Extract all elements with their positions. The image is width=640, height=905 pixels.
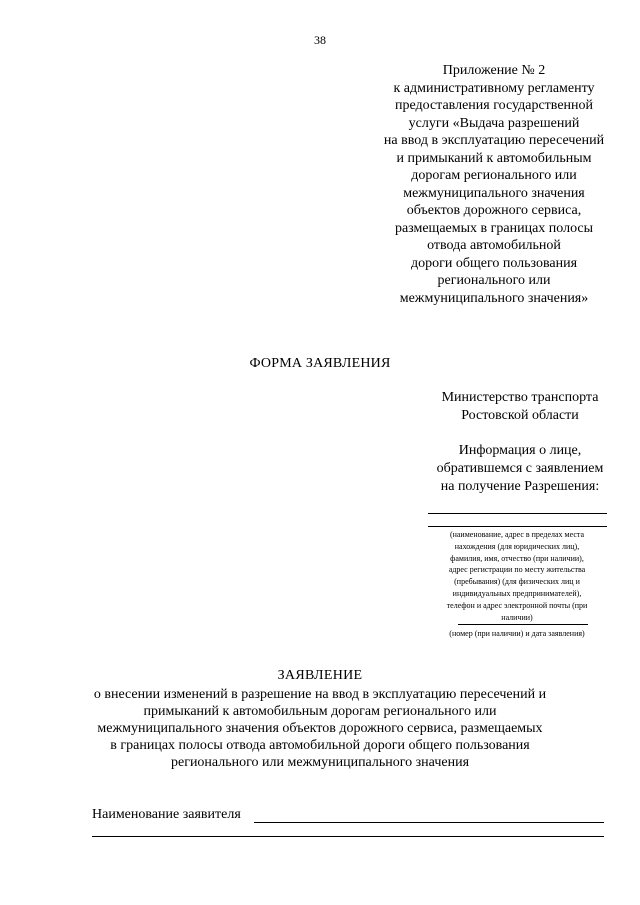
statement-line: примыканий к автомобильным дорогам регионального или xyxy=(143,704,497,719)
caption-line: индивидуальных предпринимателей), xyxy=(452,588,582,598)
appendix-line: межмуниципального значения» xyxy=(399,290,589,306)
statement-line: межмуниципального значения объектов дорожного сервиса, размещаемых xyxy=(97,721,543,736)
caption-line: (пребывания) (для физических лиц и xyxy=(454,577,580,587)
ministry-line: Министерство транспорта xyxy=(441,390,599,405)
caption-line: телефон и адрес электронной почты (при xyxy=(446,600,588,610)
appendix-line: межмуниципального значения xyxy=(403,185,585,201)
appendix-line: дороги общего пользования xyxy=(410,255,578,271)
statement-line: в границах полосы отвода автомобильной дороги общего пользования xyxy=(110,738,530,753)
date-number-field[interactable] xyxy=(458,624,588,625)
page-number: 38 xyxy=(314,33,326,47)
applicant-info-block xyxy=(400,442,640,496)
caption-line: адрес регистрации по месту жительства xyxy=(448,565,586,575)
appendix-line: размещаемых в границах полосы xyxy=(394,220,594,236)
form-title: ФОРМА ЗАЯВЛЕНИЯ xyxy=(249,356,391,371)
appendix-line: Приложение № 2 xyxy=(442,63,546,78)
applicant-info-caption xyxy=(422,529,612,623)
appendix-line: к административному регламенту xyxy=(393,80,595,96)
statement-subject xyxy=(60,686,580,771)
applicant-info-field[interactable] xyxy=(428,526,607,527)
caption-line: (наименование, адрес в пределах места xyxy=(449,530,585,539)
recipient-ministry xyxy=(400,389,640,425)
appendix-line: отвода автомобильной xyxy=(427,238,561,253)
statement-title: ЗАЯВЛЕНИЕ xyxy=(277,668,363,683)
appendix-header xyxy=(358,62,630,307)
appendix-line: дорогам регионального или xyxy=(411,168,577,183)
applicant-name-field-continuation[interactable] xyxy=(92,836,604,837)
applicant-name-field[interactable] xyxy=(254,822,604,823)
appendix-line: и примыканий к автомобильным xyxy=(396,150,592,166)
applicant-name-label: Наименование заявителя xyxy=(92,807,241,822)
statement-line: о внесении изменений в разрешение на ввод в эксплуатацию пересечений и xyxy=(93,687,547,702)
caption-line: фамилия, имя, отчество (при наличии), xyxy=(450,553,584,563)
statement-line: регионального или межмуниципального значения xyxy=(170,755,470,770)
date-number-caption: (номер (при наличии) и дата заявления) xyxy=(449,629,585,638)
appendix-line: объектов дорожного сервиса, xyxy=(406,203,582,218)
caption-line: наличии) xyxy=(501,612,533,622)
appendix-line: регионального или xyxy=(437,273,551,288)
appendix-line: предоставления государственной xyxy=(394,98,594,113)
appendix-line: на ввод в эксплуатацию пересечений xyxy=(383,133,605,148)
applicant-info-line: на получение Разрешения: xyxy=(440,479,600,494)
applicant-info-field[interactable] xyxy=(428,513,607,514)
caption-line: нахождения (для юридических лиц), xyxy=(454,541,580,551)
applicant-info-line: обратившемся с заявлением xyxy=(436,461,604,476)
applicant-info-line: Информация о лице, xyxy=(458,443,582,458)
ministry-line: Ростовской области xyxy=(461,408,579,423)
appendix-line: услуги «Выдача разрешений xyxy=(408,115,580,131)
